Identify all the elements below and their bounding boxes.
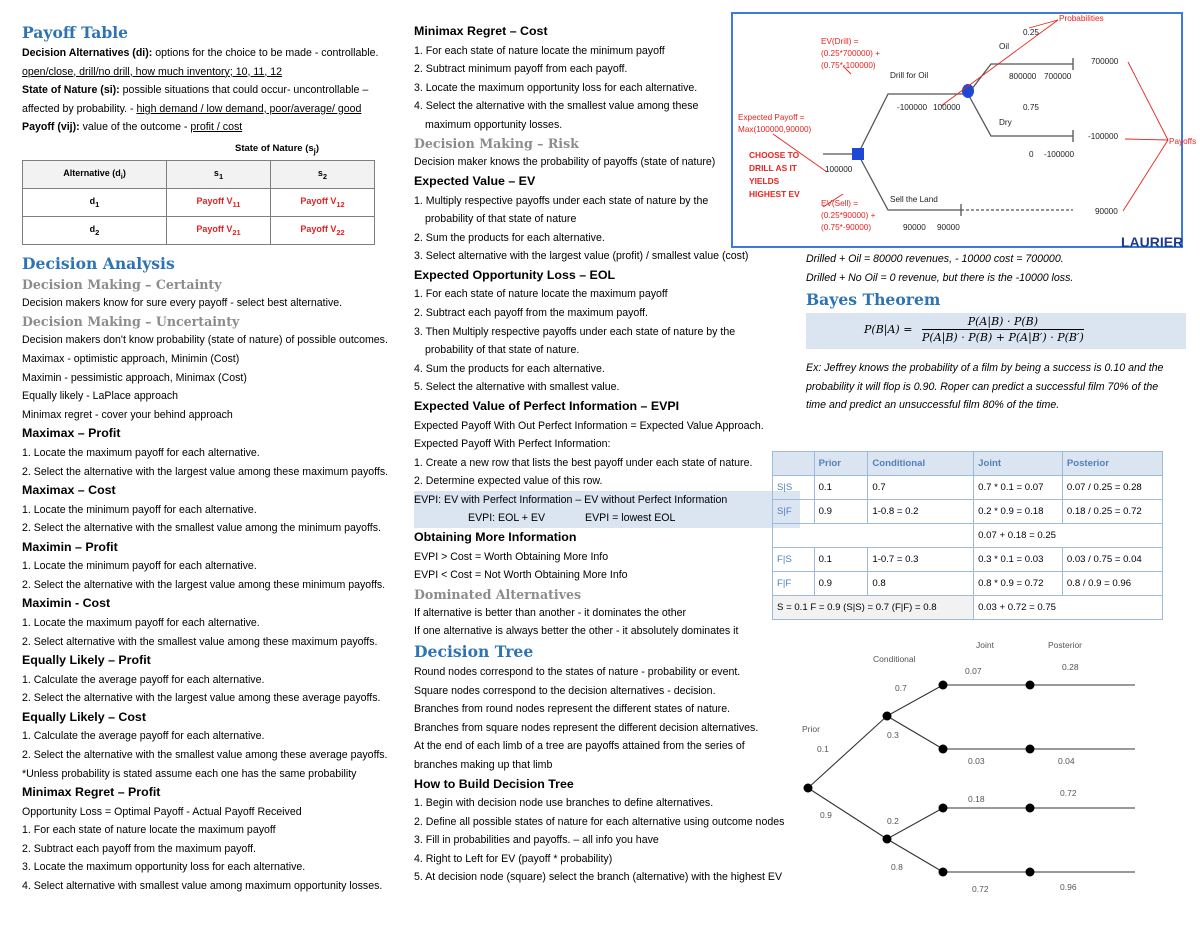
payoff-700000: 700000 — [1091, 57, 1119, 66]
dry-label: Dry — [999, 118, 1012, 127]
bayes-denominator: P(A|B) · P(B) + P(A|B′) · P(B′) — [922, 331, 1084, 345]
sum-cell: 0.07 + 0.18 = 0.25 — [974, 524, 1163, 548]
list-item: Expected Payoff With Perfect Information: — [414, 438, 611, 451]
minimax-regret-cost-heading: Minimax Regret – Cost — [414, 24, 548, 38]
list-item: EVPI < Cost = Not Worth Obtaining More Info — [414, 569, 628, 582]
list-item: Round nodes correspond to the states of nature - probability or event. — [414, 665, 741, 678]
payoff-table-heading: Payoff Table — [22, 23, 129, 42]
tree-node — [1026, 804, 1035, 813]
list-item: 2. Select the alternative with the largest value among these minimum payoffs. — [22, 578, 386, 591]
bayes-heading: Bayes Theorem — [806, 290, 941, 310]
list-item: 4. Sum the products for each alternative. — [414, 362, 605, 375]
tree-node — [939, 681, 948, 690]
table-row: S|F 0.9 1-0.8 = 0.2 0.2 * 0.9 = 0.18 0.18 / 0.25 = 0.72 — [773, 500, 1163, 524]
oil-revenue: 800000 — [1009, 72, 1037, 81]
tree-node — [939, 804, 948, 813]
payoff-cell: Payoff $V_{12}$ — [271, 188, 375, 216]
list-item: probability of that state of nature — [425, 213, 577, 226]
payoff-cell: Payoff $V_{11}$ — [167, 188, 271, 216]
list-item: Expected Payoff With Out Perfect Information = Expected Value Approach. — [414, 419, 764, 432]
bayes-left: P(B|A) = — [864, 323, 913, 337]
list-item: 1. Calculate the average payoff for each alternative. — [22, 730, 265, 743]
list-item: 3. Locate the maximum opportunity loss for each alternative. — [22, 861, 306, 874]
list-item: 2. Subtract minimum payoff from each payoff. — [414, 63, 628, 76]
list-item: 3. Then Multiply respective payoffs under each state of nature by the — [414, 325, 736, 338]
column-right — [806, 250, 1186, 415]
p-oil: 0.25 — [1023, 28, 1039, 37]
posterior-0-96: 0.96 — [1060, 882, 1077, 892]
risk-text: Decision maker knows the probability of payoffs (state of nature) — [414, 156, 716, 169]
list-item: 2. Select the alternative with the largest value among these maximum payoffs. — [22, 465, 389, 478]
risk-heading: Decision Making – Risk — [414, 136, 579, 152]
list-item: 1. For each state of nature locate the maximum payoff — [414, 288, 668, 301]
decision-analysis-heading: Decision Analysis — [22, 253, 175, 273]
tree-node — [883, 712, 892, 721]
list-item: 2. Select the alternative with the largest value among these average payoffs. — [22, 692, 381, 705]
list-item: 3. Locate the maximum opportunity loss for each alternative. — [414, 81, 698, 94]
list-item: Decision makers don't know probability (state of nature) of possible outcomes. — [22, 334, 388, 347]
column-left — [22, 22, 407, 896]
evpi-heading: Expected Value of Perfect Information – EVPI — [414, 399, 680, 413]
list-item: 1. Calculate the average payoff for each alternative. — [22, 673, 265, 686]
list-item: If one alternative is always better the other - it absolutely dominates it — [414, 625, 739, 638]
dry-payoff: -100000 — [1044, 150, 1075, 159]
drill-for-oil-label: Drill for Oil — [890, 71, 929, 80]
drilled-oil-note: Drilled + Oil = 80000 revenues, - 10000 cost = 700000. — [806, 253, 1064, 265]
expected-payoff-line-2: Max(100000,90000) — [738, 125, 812, 134]
tree-node — [1026, 868, 1035, 877]
footer-left: S = 0.1 F = 0.9 (S|S) = 0.7 (F|F) = 0.8 — [773, 596, 974, 620]
decision-tree-heading: Decision Tree — [414, 641, 534, 661]
posterior-header: Posterior — [1048, 640, 1083, 650]
list-item: 2. Sum the products for each alternative. — [414, 231, 605, 244]
payoff-90000: 90000 — [1095, 207, 1118, 216]
choose-line-1: CHOOSE TO — [749, 150, 800, 160]
tree-node — [939, 868, 948, 877]
joint-0-18: 0.18 — [968, 794, 985, 804]
list-item: 1. Multiply respective payoffs under each state of nature by the — [414, 194, 709, 207]
ev-sell-line-2: (0.25*90000) + — [821, 211, 876, 220]
joint-header: Joint — [976, 640, 994, 650]
list-item: 1. For each state of nature locate the minimum payoff — [414, 44, 665, 57]
joint-0-07: 0.07 — [965, 666, 982, 676]
def-decision-alternatives: Decision Alternatives (di): options for the choice to be made - controllable. — [22, 47, 379, 59]
sell-value-b: 90000 — [937, 223, 960, 232]
alt-header: Alternative $(d_i)$ — [23, 160, 167, 188]
bayes-fraction — [922, 315, 1084, 344]
table-row — [773, 596, 1163, 620]
list-item: 1. Create a new row that lists the best payoff under each state of nature. — [414, 456, 753, 469]
posterior-0-04: 0.04 — [1058, 756, 1075, 766]
footer-right: 0.03 + 0.72 = 0.75 — [974, 596, 1163, 620]
list-item: 3. Select alternative with the largest value (profit) / smallest value (cost) — [414, 250, 749, 263]
list-item: 1. Locate the minimum payoff for each alternative. — [22, 503, 257, 516]
ev-heading: Expected Value – EV — [414, 174, 536, 189]
list-item: probability of that state of nature. — [425, 344, 580, 357]
list-item: 2. Define all possible states of nature for each alternative using outcome nodes — [414, 815, 785, 828]
cond-0-8: 0.8 — [891, 862, 903, 872]
table-row-alt: $d_2$ — [23, 216, 167, 244]
maximin-profit-heading: Maximin – Profit — [22, 539, 118, 554]
prior-header: Prior — [802, 724, 820, 734]
list-item: Branches from round nodes represent the different states of nature. — [414, 703, 731, 716]
list-item: maximum opportunity losses. — [425, 118, 563, 131]
dominated-heading: Dominated Alternatives — [414, 586, 582, 602]
dry-revenue: 0 — [1029, 150, 1034, 159]
ev-drill-line-2: (0.25*700000) + — [821, 49, 880, 58]
decision-node-square — [852, 148, 864, 160]
sell-value-a: 90000 — [903, 223, 926, 232]
choose-line-4: HIGHEST EV — [749, 189, 800, 199]
equally-likely-profit-heading: Equally Likely – Profit — [22, 653, 151, 668]
header-cell — [773, 452, 815, 476]
example-line: time and predict an unsuccessful film 80% of the time. — [806, 399, 1060, 412]
prior-0-9: 0.9 — [820, 810, 832, 820]
maximax-cost-heading: Maximax – Cost — [22, 483, 116, 498]
list-item: EVPI > Cost = Worth Obtaining More Info — [414, 550, 609, 563]
tree-node — [1026, 745, 1035, 754]
sell-land-label: Sell the Land — [890, 195, 938, 204]
list-item: Square nodes correspond to the decision alternatives - decision. — [414, 684, 716, 697]
def-state-of-nature-examples: affected by probability. - high demand / low demand, poor/average/ good — [22, 102, 362, 115]
maximax-profit-heading: Maximax – Profit — [22, 426, 121, 441]
list-item: 5. At decision node (square) select the branch (alternative) with the highest EV — [414, 871, 783, 884]
certainty-text: Decision makers know for sure every payoff - select best alternative. — [22, 296, 343, 309]
list-item: *Unless probability is stated assume each one has the same probability — [22, 767, 357, 780]
table-row-alt: $d_1$ — [23, 188, 167, 216]
decision-value: 100000 — [825, 165, 853, 174]
maximin-cost-heading: Maximin - Cost — [22, 596, 111, 611]
payoff-cell: Payoff $V_{22}$ — [271, 216, 375, 244]
list-item: 1. For each state of nature locate the maximum payoff — [22, 824, 276, 837]
list-item: 2. Select the alternative with the smallest value among the minimum payoffs. — [22, 522, 381, 535]
drilled-no-oil-note: Drilled + No Oil = 0 revenue, but there is the -10000 loss. — [806, 271, 1074, 284]
ev-drill-line-1: EV(Drill) = — [821, 37, 859, 46]
list-item: Maximin - pessimistic approach, Minimax (Cost) — [22, 371, 247, 384]
eol-heading: Expected Opportunity Loss – EOL — [414, 267, 616, 282]
header-cell: Conditional — [868, 452, 974, 476]
list-item: 4. Select the alternative with the smallest value among these — [414, 100, 699, 113]
prior-0-1: 0.1 — [817, 744, 829, 754]
table-row: F|S 0.1 1-0.7 = 0.3 0.3 * 0.1 = 0.03 0.03 / 0.75 = 0.04 — [773, 548, 1163, 572]
evpi-formula-2: EVPI: EOL + EV EVPI = lowest EOL — [414, 509, 800, 528]
table-row: F|F 0.9 0.8 0.8 * 0.9 = 0.72 0.8 / 0.9 = 0.96 — [773, 572, 1163, 596]
cond-0-7: 0.7 — [895, 683, 907, 693]
joint-0-03: 0.03 — [968, 756, 985, 766]
s2-header: $s_2$ — [271, 160, 375, 188]
certainty-heading: Decision Making – Certainty — [22, 276, 222, 292]
choose-line-2: DRILL AS IT — [749, 163, 797, 173]
list-item: 5. Select the alternative with smallest value. — [414, 381, 620, 394]
bayes-formula — [806, 313, 1186, 349]
header-cell: Prior — [814, 452, 868, 476]
more-info-heading: Obtaining More Information — [414, 530, 577, 545]
list-item: If alternative is better than another - it dominates the other — [414, 606, 687, 619]
header-cell: Joint — [974, 452, 1063, 476]
list-item: Equally likely - LaPlace approach — [22, 390, 179, 403]
laurier-logo: LAURIER — [1121, 234, 1184, 250]
list-item: Branches from square nodes represent the different decision alternatives. — [414, 721, 759, 734]
ev-sell-line-3: (0.75*-90000) — [821, 223, 872, 232]
s1-header: $s_1$ — [167, 160, 271, 188]
list-item: 3. Fill in probabilities and payoffs. – all info you have — [414, 834, 659, 847]
tree-node — [1026, 681, 1035, 690]
oil-decision-tree-figure — [731, 12, 1197, 250]
tree-node — [939, 745, 948, 754]
payoff-table — [22, 160, 375, 245]
list-item: Minimax regret - cover your behind approach — [22, 408, 233, 421]
table-row: S|S 0.1 0.7 0.7 * 0.1 = 0.07 0.07 / 0.25 = 0.28 — [773, 476, 1163, 500]
list-item: At the end of each limb of a tree are payoffs attained from the series of — [414, 740, 745, 753]
list-item: 2. Select alternative with the smallest value among these maximum payoffs. — [22, 635, 378, 648]
choose-line-3: YIELDS — [749, 176, 780, 186]
list-item: 4. Select alternative with smallest value among maximum opportunity losses. — [22, 880, 383, 893]
p-dry: 0.75 — [1023, 103, 1039, 112]
payoff-table-state-header: State of Nature $(s_j)$ — [234, 142, 320, 156]
tree-node — [883, 835, 892, 844]
table-row — [773, 524, 1163, 548]
minimax-regret-profit-heading: Minimax Regret – Profit — [22, 785, 161, 800]
posterior-0-72: 0.72 — [1060, 788, 1077, 798]
list-item: 2. Subtract each payoff from the maximum payoff. — [22, 842, 256, 855]
oil-label: Oil — [999, 42, 1010, 51]
payoffs-label: Payoffs — [1169, 137, 1197, 146]
uncertainty-heading: Decision Making – Uncertainty — [22, 314, 240, 330]
list-item: 1. Locate the maximum payoff for each alternative. — [22, 616, 260, 629]
example-line: Ex: Jeffrey knows the probability of a film by being a success is 0.10 and the — [806, 362, 1164, 375]
list-item: 1. Locate the maximum payoff for each alternative. — [22, 446, 260, 459]
def-state-of-nature: State of Nature (si): possible situations that could occur- uncontrollable – — [22, 84, 369, 97]
joint-0-72: 0.72 — [972, 884, 989, 894]
def-payoff: Payoff (vij): value of the outcome - profit / cost — [22, 121, 243, 134]
equally-likely-cost-heading: Equally Likely – Cost — [22, 709, 146, 724]
list-item: 1. Begin with decision node use branches to define alternatives. — [414, 797, 714, 809]
list-item: Maximax - optimistic approach, Minimin (Cost) — [22, 353, 240, 366]
ev-drill-line-3: (0.75*-100000) — [821, 61, 876, 70]
tree-node — [804, 784, 813, 793]
evpi-formula: EVPI: EV with Perfect Information – EV without Perfect Information — [414, 491, 800, 510]
list-item: 2. Select the alternative with the smallest value among these average payoffs. — [22, 748, 388, 761]
probabilities-label: Probabilities — [1059, 14, 1104, 23]
list-item: Opportunity Loss = Optimal Payoff - Actual Payoff Received — [22, 805, 302, 818]
def-decision-alternatives-examples: open/close, drill/no drill, how much inventory; 10, 11, 12 — [22, 65, 283, 78]
drill-ev: 100000 — [933, 103, 961, 112]
conditional-header: Conditional — [873, 654, 916, 664]
oil-payoff: 700000 — [1044, 72, 1072, 81]
cond-0-3: 0.3 — [887, 730, 899, 740]
header-cell: Posterior — [1062, 452, 1162, 476]
list-item: 2. Subtract each payoff from the maximum payoff. — [414, 307, 648, 320]
bayes-table — [772, 451, 1163, 620]
ev-sell-line-1: EV(Sell) = — [821, 199, 859, 208]
list-item: branches making up that limb — [414, 758, 553, 771]
cond-0-2: 0.2 — [887, 816, 899, 826]
list-item: 1. Locate the minimum payoff for each alternative. — [22, 560, 257, 573]
drill-cost: -100000 — [897, 103, 928, 112]
example-line: probability it will flop is 0.90. Roper can predict a successful film 70% of the — [806, 380, 1159, 393]
list-item: 4. Right to Left for EV (payoff * probability) — [414, 852, 613, 865]
list-item: 2. Determine expected value of this row. — [414, 475, 603, 488]
probability-tree — [780, 636, 1180, 906]
posterior-0-28: 0.28 — [1062, 662, 1079, 672]
payoff-minus-100000: -100000 — [1088, 132, 1119, 141]
payoff-cell: Payoff $V_{21}$ — [167, 216, 271, 244]
build-tree-heading: How to Build Decision Tree — [414, 776, 574, 791]
expected-payoff-line-1: Expected Payoff = — [738, 113, 805, 122]
bayes-numerator: P(A|B) · P(B) — [922, 315, 1084, 330]
